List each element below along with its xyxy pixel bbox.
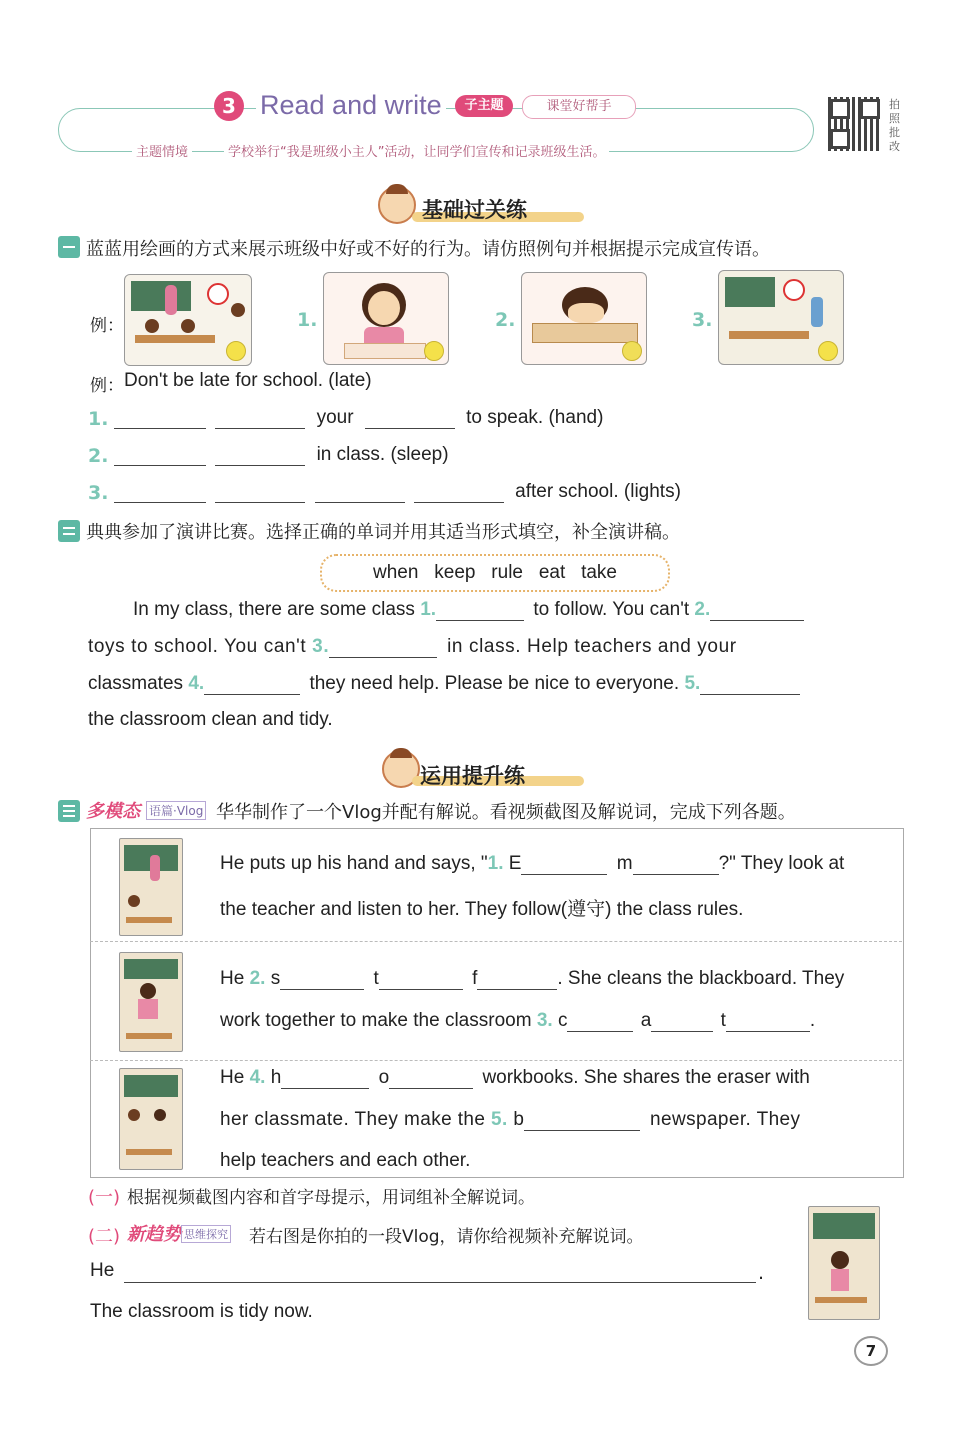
part-one-tag	[58, 236, 80, 258]
section-title-apply: 运用提升练	[420, 764, 525, 788]
word-box: when keep rule eat take	[320, 554, 670, 592]
vlog-screenshot-1	[119, 838, 183, 936]
section-title-basic: 基础过关练	[422, 198, 527, 222]
answer-blank[interactable]	[215, 406, 305, 429]
answer-blank[interactable]	[114, 406, 206, 429]
vlog-row-3-line-2: her classmate. They make the 5. b newspaper. They	[220, 1109, 801, 1130]
item-number-3: 3.	[88, 482, 109, 504]
closing-sentence: The classroom is tidy now.	[90, 1301, 313, 1322]
passage-line-4: the classroom clean and tidy.	[88, 709, 333, 730]
passage-line-2: toys to school. You can't 3. in class. Help teachers and your	[88, 636, 737, 657]
sub-question-1: 根据视频截图内容和首字母提示，用词组补全解说词。	[127, 1188, 535, 1208]
item-one-line	[114, 406, 603, 429]
answer-blank[interactable]	[280, 967, 364, 990]
vlog-row-2-line-1: He 2. s t f . She cleans the blackboard. They	[220, 968, 845, 989]
vlog-badge: 语篇·Vlog	[146, 801, 206, 820]
part-three-tag	[58, 800, 80, 822]
sub-theme-badge: 子主题	[455, 95, 513, 117]
item-text: after school. (lights)	[515, 481, 681, 502]
answer-blank[interactable]	[651, 1009, 713, 1032]
answer-blank[interactable]	[633, 852, 719, 875]
answer-blank[interactable]	[114, 443, 206, 466]
answer-blank[interactable]	[521, 852, 607, 875]
he-label: He	[90, 1260, 115, 1281]
page-number: 7	[854, 1336, 888, 1366]
part-two-tag	[58, 520, 80, 542]
answer-blank[interactable]	[436, 598, 524, 621]
smiley-face-icon	[818, 341, 838, 361]
answer-blank[interactable]	[726, 1009, 810, 1032]
answer-blank[interactable]	[710, 598, 804, 621]
item-three-line	[114, 480, 681, 503]
row-divider	[90, 941, 902, 942]
example-sentence-label: 例：	[90, 376, 124, 396]
vlog-screenshot-3	[119, 1068, 183, 1170]
qr-code[interactable]	[828, 97, 882, 151]
item-text: to speak. (hand)	[466, 407, 604, 428]
passage-line-1: In my class, there are some class 1. to follow. You can't 2.	[133, 598, 804, 621]
new-trend-badge: 新趋势	[127, 1224, 181, 1245]
answer-blank[interactable]	[204, 672, 300, 695]
pic-number-3: 3.	[692, 309, 713, 331]
pic-number-1: 1.	[297, 309, 318, 331]
item-text: your	[316, 407, 354, 428]
row-divider	[90, 1060, 902, 1061]
passage-line-3: classmates 4. they need help. Please be nice to everyone. 5.	[88, 672, 800, 695]
answer-blank[interactable]	[389, 1066, 473, 1089]
answer-blank[interactable]	[414, 480, 504, 503]
sub-question-2-label: (二)	[88, 1226, 121, 1247]
item-number-1: 1.	[88, 408, 109, 430]
helper-label: 课堂好帮手	[522, 95, 636, 119]
vlog-answer-line[interactable]	[124, 1260, 756, 1283]
answer-blank[interactable]	[379, 967, 463, 990]
vlog-row-1-line-1: He puts up his hand and says, "1. E m ?" They look at	[220, 853, 845, 874]
vlog-screenshot-4	[808, 1206, 880, 1320]
mascot-icon	[378, 186, 416, 224]
theme-text: 学校举行“我是班级小主人”活动，让同学们宣传和记录班级生活。	[224, 141, 609, 160]
vlog-screenshot-2	[119, 952, 183, 1052]
sad-face-icon	[622, 341, 642, 361]
sub-question-2: 若右图是你拍的一段Vlog，请你给视频补充解说词。	[249, 1227, 644, 1247]
answer-blank[interactable]	[477, 967, 557, 990]
period: .	[758, 1262, 765, 1284]
vlog-row-2-line-2: work together to make the classroom 3. c a t .	[220, 1010, 816, 1031]
unit-number-badge: 3	[214, 91, 244, 121]
item-two-line	[114, 443, 449, 466]
answer-blank[interactable]	[365, 406, 455, 429]
answer-blank[interactable]	[524, 1108, 640, 1131]
answer-blank[interactable]	[315, 480, 405, 503]
pic-number-2: 2.	[495, 309, 516, 331]
answer-blank[interactable]	[114, 480, 206, 503]
part-one-instruction: 蓝蓝用绘画的方式来展示班级中好或不好的行为。请仿照例句并根据提示完成宣传语。	[86, 239, 770, 260]
vlog-row-1-line-2: the teacher and listen to her. They follow(遵守) the class rules.	[220, 899, 744, 920]
qr-side-text: 拍 照 批 改	[889, 98, 900, 153]
vlog-row-3-line-1: He 4. h o workbooks. She shares the eraser with	[220, 1067, 810, 1088]
answer-blank[interactable]	[281, 1066, 369, 1089]
multimodal-badge: 多模态	[86, 801, 140, 822]
part-three-instruction: 华华制作了一个Vlog并配有解说。看视频截图及解说词，完成下列各题。	[216, 802, 796, 823]
example-label: 例：	[90, 316, 124, 336]
answer-blank[interactable]	[567, 1009, 633, 1032]
smiley-face-icon	[226, 341, 246, 361]
answer-blank[interactable]	[215, 480, 305, 503]
sub-question-1-label: (一)	[88, 1187, 121, 1208]
unit-title: Read and write	[256, 90, 446, 121]
item-text: in class. (sleep)	[316, 444, 449, 465]
smiley-face-icon	[424, 341, 444, 361]
answer-blank[interactable]	[700, 672, 800, 695]
answer-blank[interactable]	[215, 443, 305, 466]
thinking-badge: 思维探究	[181, 1225, 231, 1243]
part-two-instruction: 典典参加了演讲比赛。选择正确的单词并用其适当形式填空，补全演讲稿。	[86, 522, 680, 543]
vlog-row-3-line-3: help teachers and each other.	[220, 1150, 471, 1171]
theme-label: 主题情境	[132, 141, 192, 160]
example-sentence: Don't be late for school. (late)	[124, 370, 372, 391]
answer-blank[interactable]	[329, 635, 437, 658]
item-number-2: 2.	[88, 445, 109, 467]
